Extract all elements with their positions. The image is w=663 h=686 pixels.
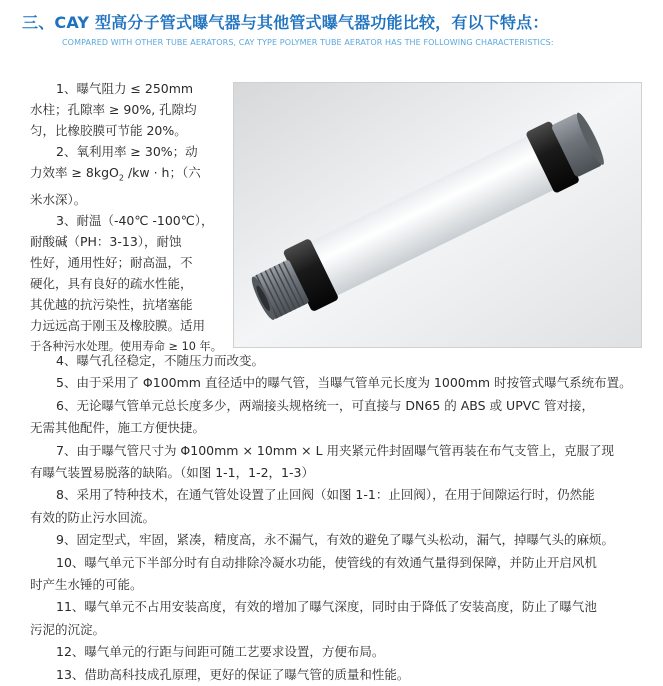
feature-2-line-1: 2、氧利用率 ≥ 30%；动 [56,144,198,159]
feature-12: 12、曝气单元的行距与间距可随工艺要求设置，方便布局。 [56,644,385,660]
feature-8-line-2: 有效的防止污水回流。 [30,509,156,525]
feature-10-line-1: 10、曝气单元下半部分时有自动排除冷凝水功能，使管线的有效通气量得到保障，并防止开启风机 [56,554,597,570]
features-left-column [30,78,222,357]
feature-2-text-pre: 力效率 ≥ 8kgO [30,165,119,180]
feature-2-text-post: /kw · h；（六 [123,165,201,180]
feature-3-line-2: 耐酸碱（PH：3-13），耐蚀 [30,233,182,249]
tube-aerator-photo [233,82,642,348]
feature-2-line-3: 米水深）。 [30,191,87,207]
feature-8-line-1: 8、采用了特种技术，在通气管处设置了止回阀（如图 1-1：止回阀），在用于间隙运行时，仍然能 [56,487,595,503]
feature-1-line-1: 1、曝气阻力 ≤ 250mm [56,81,194,96]
section-heading: 三、CAY 型高分子管式曝气器与其他管式曝气器功能比较，有以下特点： [22,13,549,32]
feature-9: 9、固定型式，牢固，紧凑，精度高，永不漏气，有效的避免了曝气头松动，漏气，掉曝气头的麻烦。 [56,532,614,548]
feature-2-subscript: 2 [118,173,124,183]
feature-4: 4、曝气孔径稳定，不随压力而改变。 [56,353,264,368]
feature-6-line-2: 无需其他配件，施工方便快捷。 [30,420,206,436]
feature-3-line-4: 硬化，具有良好的疏水性能， [30,275,193,291]
feature-3-line-6: 力远远高于刚玉及橡胶膜。适用 [30,317,206,333]
feature-3-line-1: 3、耐温（-40℃ -100℃）， [56,212,214,228]
feature-7-line-1: 7、由于曝气管尺寸为 Φ100mm × 10mm × L 用夹紧元件封固曝气管再装在布气支管上，克服了现 [56,442,615,458]
feature-11-line-2: 污泥的沉淀。 [30,621,106,637]
feature-6-line-1: 6、无论曝气管单元总长度多少，两端接头规格统一，可直接与 DN65 的 ABS 或 UPVC 管对接， [56,397,594,413]
tube-aerator-illustration [234,83,641,347]
feature-3-line-5: 其优越的抗污染性，抗堵塞能 [30,296,193,312]
features-full-width [30,350,642,686]
feature-3-line-3: 性好，通用性好；耐高温，不 [30,254,193,270]
feature-2-line-2 [30,162,222,189]
feature-3-line-7: 于各种污水处理。使用寿命 ≥ 10 年。 [30,339,222,353]
feature-5: 5、由于采用了 Φ100mm 直径适中的曝气管，当曝气管单元长度为 1000mm 时按管式曝气系统布置。 [56,375,632,391]
feature-7-line-2: 有曝气装置易脱落的缺陷。（如图 1-1，1-2，1-3） [30,465,314,481]
feature-1-line-2: 水柱；孔隙率 ≥ 90%, 孔隙均 [30,102,197,117]
feature-1-line-3: 匀，比橡胶膜可节能 20%。 [30,123,187,138]
section-subheading: COMPARED WITH OTHER TUBE AERATORS, CAY TYPE POLYMER TUBE AERATOR HAS THE FOLLOWING CHARACTERISTICS: [62,38,554,47]
feature-10-line-2: 时产生水锤的可能。 [30,577,143,593]
feature-13: 13、借助高科技成孔原理，更好的保证了曝气管的质量和性能。 [56,666,410,682]
feature-11-line-1: 11、曝气单元不占用安装高度，有效的增加了曝气深度，同时由于降低了安装高度，防止了曝气池 [56,599,597,615]
